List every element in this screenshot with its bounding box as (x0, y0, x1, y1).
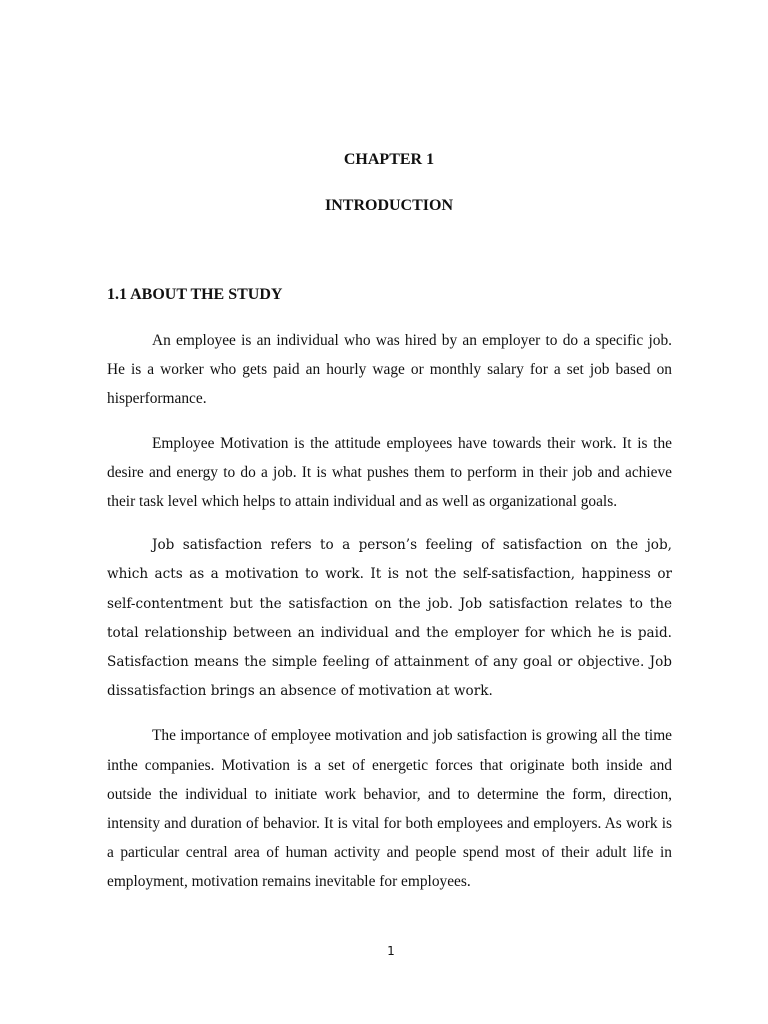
paragraph-importance: The importance of employee motivation and job satisfaction is growing all the time inthe companies. Motivation is a set of energetic forces that originate both inside and outside the individual to initiate work behavior, and to determine the form, direction, intensity and duration of behavior. It is vital for both employees and employers. As work is a particular central area of human activity and people spend most of their adult life in employment, motivation remains inevitable for employees. (107, 727, 672, 891)
chapter-title: INTRODUCTION (324, 197, 453, 214)
paragraph-job-satisfaction: Job satisfaction refers to a person’s feeling of satisfaction on the job, which acts as a motivation to work. It is not the self-satisfaction, happiness or self-contentment but the satisfaction on the job. Job satisfaction relates to the total relationship between an individual and the employer for which he is paid. Satisfaction means the simple feeling of attainment of any goal or objective. Job dissatisfaction brings an absence of motivation at work. (107, 537, 672, 700)
paragraph-employee-motivation: Employee Motivation is the attitude employees have towards their work. It is the desire and energy to do a job. It is what pushes them to perform in their job and achieve their task level which helps to attain individual and as well as organizational goals. (107, 434, 672, 511)
body-text (107, 326, 672, 912)
chapter-number: CHAPTER 1 (343, 151, 435, 168)
page-number: 1 (387, 944, 395, 958)
section-heading: 1.1 ABOUT THE STUDY (107, 286, 283, 303)
paragraph-employee-definition: An employee is an individual who was hired by an employer to do a specific job. He is a worker who gets paid an hourly wage or monthly salary for a set job based on hisperformance. (107, 332, 672, 408)
